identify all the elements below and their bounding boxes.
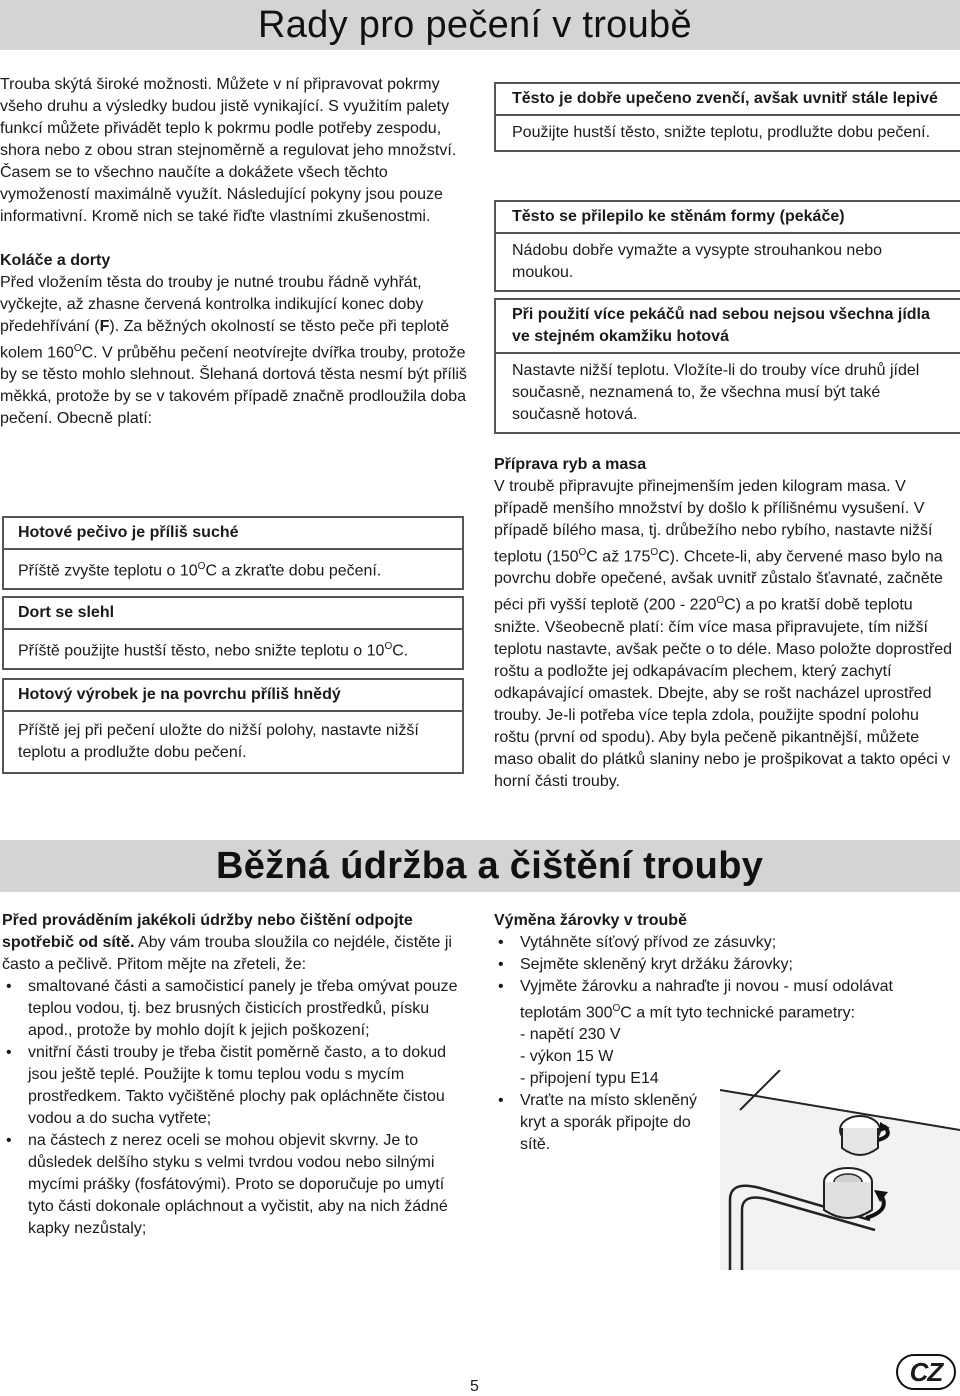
tip-body: Použijte hustší těsto, snižte teplotu, prodlužte dobu pečení. — [512, 124, 931, 141]
tip-body: Nádobu dobře vymažte a vysypte strouhankou nebo moukou. — [512, 242, 883, 281]
section-title: Běžná údržba a čištění trouby — [216, 845, 764, 887]
tip-box-multiple-trays — [494, 298, 960, 434]
language-badge: CZ — [896, 1354, 956, 1390]
cakes-heading: Koláče a dorty — [0, 252, 111, 269]
tip-body: Nastavte nižší teplotu. Vložíte-li do trouby více druhů jídel současně, neznamená to, že všechna musí být také současně hotová. — [512, 362, 920, 423]
tip-heading: Dort se slehl — [4, 598, 462, 630]
fish-meat-paragraph: V troubě připravujte přinejmenším jeden kilogram masa. V případě menšího množství by došlo k přílišnému vysušení. V případě bílého masa, tj. drůbežího nebo rybího, nastavte nižší teplotu ($150^OC$ až $175^OC$). Chcete-li, aby červené maso bylo na povrchu dobře opečené, avšak uvnitř zůstalo šťavnaté, začněte péci při vyšší teplotě $(200 - 220^OC)$ a po kratší době teplotu snižte. Všeobecně platí: čím více masa připravujete, tím nižší teplotu nastavte, avšak pečte o to déle. Maso položte doprostřed roštu a podložte jej odkapávacím plechem, který zachytí odkapávající omastek. Dbejte, aby se rošt nacházel uprostřed trouby. Je-li potřeba více tepla zdola, použijte spodní polohu roštu (první od spodu). Aby byla pečeně pikantnější, můžete maso obalit do plátků slaniny nebo je prošpikovat a takto opéci v horní části trouby. — [494, 478, 953, 790]
cakes-paragraph: Před vložením těsta do trouby je nutné troubu řádně vyhřát, vyčkejte, až zhasne červená kontrolka indikující konec doby předehřívání (F). Za běžných okolností se těsto peče při teplotě kolem $160^OC$. V průběhu pečení neotvírejte dvířka trouby, protože by se těsto mohlo slehnout. Šlehaná dortová těsta nesmí být příliš měkká, protože by se v takovém případě značně prodloužila doba pečení. Obecně platí: — [0, 274, 467, 428]
list-item: • Vyjměte žárovku a nahraďte ji novou - musí odolávat teplotám $300^OC$ a mít tyto technické parametry: - napětí 230 V - výkon 15 W - připojení typu E14 — [494, 976, 956, 1090]
bulb-param: - napětí 230 V — [520, 1026, 621, 1044]
list-item: • smaltované části a samočisticí panely je třeba omývat pouze teplou vodou, tj. bez brusných čisticích prostředků, písku apod., protože by mohlo dojít k jejich poškození; — [2, 976, 464, 1042]
fish-meat-heading: Příprava ryb a masa — [494, 456, 647, 473]
tip-box-collapsed — [2, 596, 464, 670]
list-item: • Vraťte na místo skleněný kryt a sporák připojte do sítě. — [494, 1090, 714, 1156]
tip-box-stuck-to-form — [494, 200, 960, 292]
page-title: Rady pro pečení v troubě — [258, 4, 692, 46]
tip-heading: Hotové pečivo je příliš suché — [4, 518, 462, 550]
tip-body: Příště použijte hustší těsto, nebo snižte teplotu o $10^OC$. — [18, 641, 409, 660]
list-item: • na částech z nerez oceli se mohou objevit skvrny. Je to důsledek delšího styku s velmi tvrdou vodou nebo silnými mycími prášky (fosfátovými). Proto se doporučuje po umytí tyto části dokonale opláchnout a vyčistit, aby na nich žádné kapky nezůstaly; — [2, 1130, 464, 1240]
tip-box-sticky-inside — [494, 82, 960, 152]
bulb-heading: Výměna žárovky v troubě — [494, 912, 687, 929]
fish-meat-section — [494, 454, 956, 793]
list-item: • Vytáhněte síťový přívod ze zásuvky; — [494, 932, 956, 954]
tip-body: Příště zvyšte teplotu o $10^OC$ a zkraťte dobu pečení. — [18, 561, 382, 580]
left-column — [0, 74, 470, 430]
tip-body: Příště jej při pečení uložte do nižší polohy, nastavte nižší teplotu a prodlužte dobu pečení. — [18, 722, 419, 761]
maintenance-intro: Před prováděním jakékoli údržby nebo čištění odpojte spotřebič od sítě. Aby vám trouba sloužila co nejdéle, čistěte ji často a pečlivě. Přitom mějte na zřeteli, že: — [2, 912, 452, 973]
tip-heading: Těsto se přilepilo ke stěnám formy (pekáče) — [496, 202, 960, 234]
tip-heading: Těsto je dobře upečeno zvenčí, avšak uvnitř stále lepivé — [496, 84, 960, 116]
bulb-replacement-illustration — [720, 1070, 960, 1270]
maintenance-list — [2, 976, 464, 1240]
intro-paragraph: Trouba skýtá široké možnosti. Můžete v ní připravovat pokrmy všeho druhu a výsledky budou jistě vynikající. S využitím palety funkcí můžete přivádět teplo k pokrmu podle potřeby zespodu, shora nebo z obou stran stejnoměrně a regulovat jeho množství. Časem se to všechno naučíte a dokážete všech těchto vymožeností maximálně využít. Následující pokyny jsou pouze informativní. Kromě nich se také řiďte vlastními zkušenostmi. — [0, 76, 457, 225]
bulb-param: - připojení typu E14 — [520, 1070, 659, 1088]
bulb-param: - výkon 15 W — [520, 1048, 614, 1066]
tip-heading: Při použití více pekáčů nad sebou nejsou všechna jídla ve stejném okamžiku hotová — [496, 300, 960, 354]
page-number: 5 — [470, 1378, 479, 1395]
maintenance-section — [2, 910, 464, 1240]
tip-heading: Hotový výrobek je na povrchu příliš hnědý — [4, 680, 462, 712]
tip-box-dry — [2, 516, 464, 590]
tip-box-brown — [2, 678, 464, 774]
list-item: • vnitřní části trouby je třeba čistit poměrně často, a to dokud jsou ještě teplé. Použijte k tomu teplou vodu s mycím prostředkem. Takto vyčištěné plochy pak opláchněte čistou vodou a do sucha vytřete; — [2, 1042, 464, 1130]
list-item: • Sejměte skleněný kryt držáku žárovky; — [494, 954, 956, 976]
